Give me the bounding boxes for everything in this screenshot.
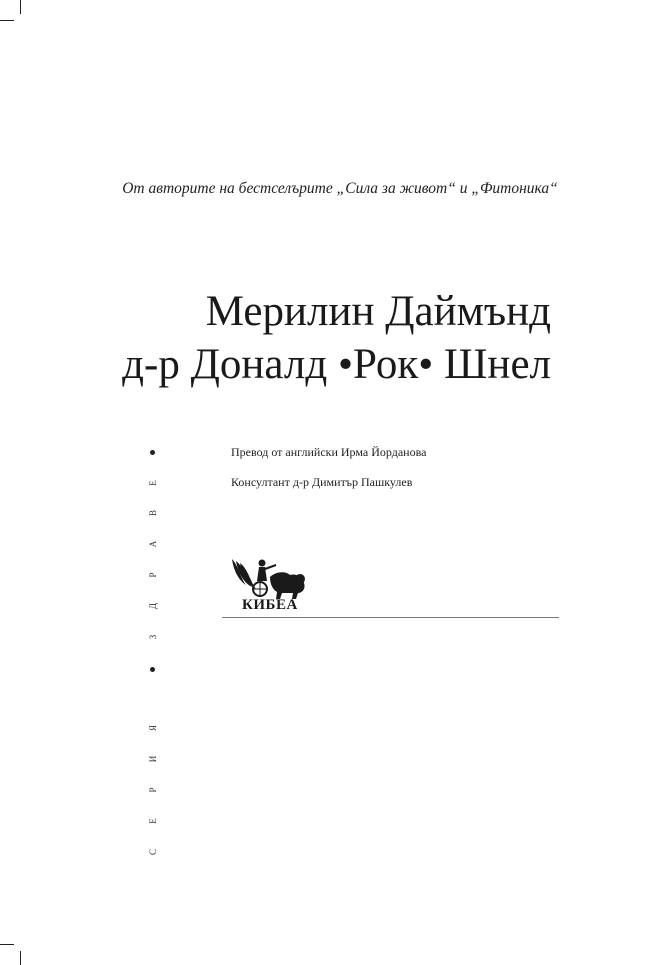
series-dot-top <box>150 450 155 455</box>
series-letter: З <box>148 634 158 640</box>
crop-mark-top-left-h <box>0 20 14 21</box>
series-letter: Р <box>148 787 158 793</box>
crop-mark-top-left-v <box>20 0 21 14</box>
publisher-rule <box>222 617 559 618</box>
series-letter: Д <box>148 602 158 610</box>
series-letter: В <box>148 510 158 517</box>
translator-credit: Превод от английски Ирма Йорданова <box>231 445 427 459</box>
subtitle: От авторите на бестселърите „Сила за живот“ и „Фитоника“ <box>122 180 558 197</box>
series-dot-middle <box>150 667 155 672</box>
crop-mark-bottom-left-h <box>0 944 14 945</box>
series-letter: Я <box>148 725 158 732</box>
publisher-name: КИБЕА <box>242 597 298 613</box>
series-letter: Е <box>148 818 158 824</box>
series-letter: С <box>148 849 158 856</box>
series-letter: А <box>148 540 158 548</box>
series-letter: Р <box>148 572 158 578</box>
series-letter: Е <box>148 480 158 486</box>
series-letter: И <box>148 755 158 763</box>
crop-mark-bottom-left-v <box>20 951 21 965</box>
author-name-1: Мерилин Даймънд <box>205 288 551 335</box>
consultant-credit: Консултант д-р Димитър Пашкулев <box>231 475 413 489</box>
author-name-2: д-р Доналд •Рок• Шнел <box>122 341 551 388</box>
